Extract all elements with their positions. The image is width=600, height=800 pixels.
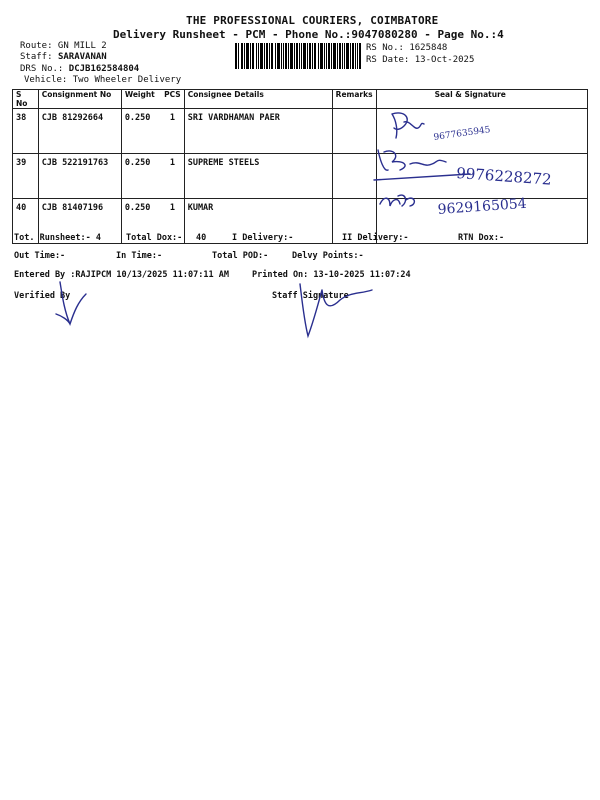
row1-handwritten-phone: 9677635945 bbox=[433, 125, 492, 143]
staff-signature: Staff Signature bbox=[272, 291, 349, 301]
delvy-points: Delvy Points:- bbox=[292, 251, 364, 261]
cell-consignment: CJB 81407196 bbox=[38, 199, 121, 244]
cell-weight: 0.250 bbox=[121, 154, 161, 199]
col-signature: Seal & Signature bbox=[376, 90, 587, 109]
tot-runsheet: Tot. Runsheet:- 4 bbox=[14, 233, 101, 243]
col-consignee: Consignee Details bbox=[184, 90, 332, 109]
cell-pcs: 1 bbox=[161, 154, 184, 199]
cell-consignment: CJB 81292664 bbox=[38, 109, 121, 154]
cell-weight: 0.250 bbox=[121, 109, 161, 154]
drs-line bbox=[20, 64, 139, 74]
cell-consignee: SUPREME STEELS bbox=[184, 154, 332, 199]
staff-line bbox=[20, 52, 107, 62]
total-dox-label: Total Dox:- bbox=[126, 233, 183, 243]
verifier-signature-mark bbox=[50, 280, 90, 330]
company-title: THE PROFESSIONAL COURIERS, COIMBATORE bbox=[186, 14, 439, 27]
cell-consignee: KUMAR bbox=[184, 199, 332, 244]
cell-consignment: CJB 522191763 bbox=[38, 154, 121, 199]
cell-pcs: 1 bbox=[161, 109, 184, 154]
ii-delivery: II Delivery:- bbox=[342, 233, 409, 243]
in-time: In Time:- bbox=[116, 251, 163, 261]
cell-pcs: 1 bbox=[161, 199, 184, 244]
row3-handwritten-phone: 9629165054 bbox=[437, 195, 528, 218]
cell-weight: 0.250 bbox=[121, 199, 161, 244]
cell-sno: 38 bbox=[13, 109, 39, 154]
entered-by: Entered By :RAJIPCM 10/13/2025 11:07:11 AM bbox=[14, 270, 229, 280]
col-consignment: Consignment No bbox=[38, 90, 121, 109]
col-sno: S No bbox=[13, 90, 39, 109]
col-weight: Weight bbox=[121, 90, 161, 109]
drs-value: DCJB162584804 bbox=[68, 64, 140, 74]
col-pcs: PCS bbox=[161, 90, 184, 109]
verified-by: Verified By bbox=[14, 291, 71, 301]
rs-number: RS No.: 1625848 bbox=[366, 43, 448, 53]
route-text: Route: GN MILL 2 bbox=[20, 41, 107, 51]
col-remarks: Remarks bbox=[332, 90, 376, 109]
rtn-dox: RTN Dox:- bbox=[458, 233, 505, 243]
vehicle-text: Vehicle: Two Wheeler Delivery bbox=[24, 75, 182, 85]
printed-on: Printed On: 13-10-2025 11:07:24 bbox=[252, 270, 411, 280]
rs-date: RS Date: 13-Oct-2025 bbox=[366, 55, 475, 65]
handwritten-signatures bbox=[370, 100, 588, 230]
cell-sno: 40 bbox=[13, 199, 39, 244]
cell-sno: 39 bbox=[13, 154, 39, 199]
runsheet-subtitle: Delivery Runsheet - PCM - Phone No.:9047080280 - Page No.:4 bbox=[113, 28, 504, 41]
total-dox-value: 40 bbox=[196, 233, 207, 243]
barcode-image bbox=[235, 43, 361, 69]
cell-consignee: SRI VARDHAMAN PAER bbox=[184, 109, 332, 154]
staff-signature-mark bbox=[296, 280, 376, 340]
row2-handwritten-phone: 9976228272 bbox=[455, 164, 553, 189]
drs-label: DRS No.: bbox=[20, 64, 64, 74]
staff-label: Staff: bbox=[20, 52, 53, 62]
out-time: Out Time:- bbox=[14, 251, 66, 261]
staff-value: SARAVANAN bbox=[57, 52, 107, 62]
i-delivery: I Delivery:- bbox=[232, 233, 294, 243]
total-pod: Total POD:- bbox=[212, 251, 269, 261]
